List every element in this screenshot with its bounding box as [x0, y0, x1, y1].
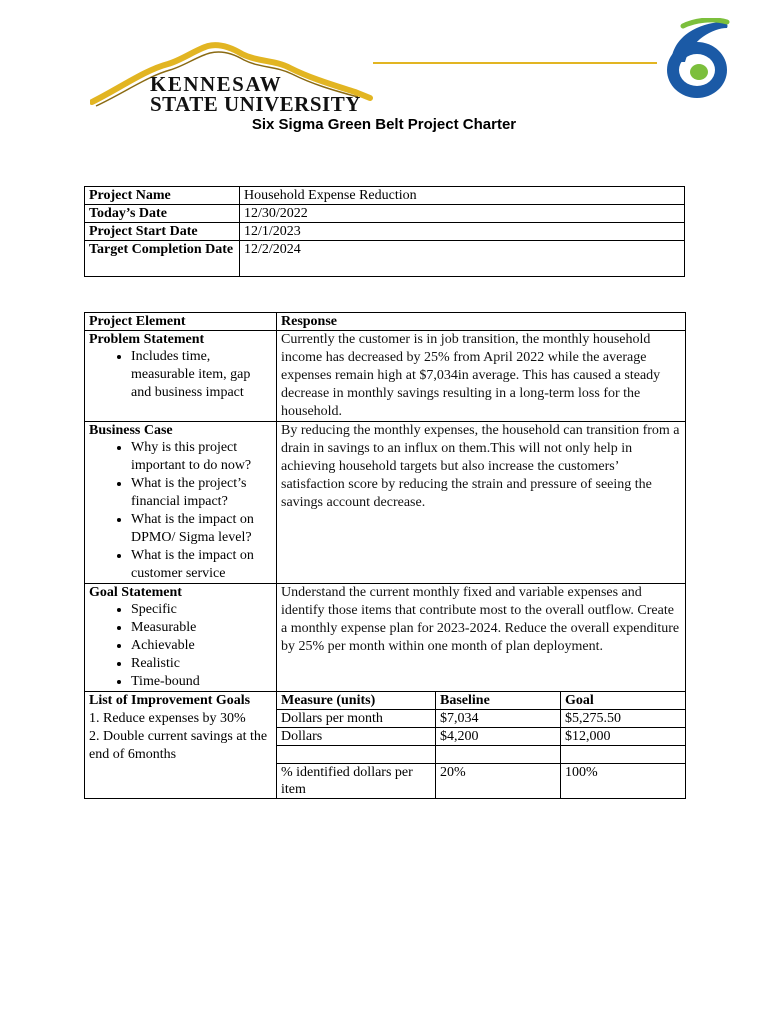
- problem-title: Problem Statement: [89, 332, 205, 347]
- measure-cell: Dollars per month: [277, 710, 436, 728]
- measure-header: Measure (units): [277, 692, 436, 710]
- charter-table: [84, 312, 686, 799]
- goal-cell: $5,275.50: [561, 710, 686, 728]
- element-header: Project Element: [85, 313, 277, 331]
- goal-title: Goal Statement: [89, 585, 182, 600]
- baseline-cell: 20%: [436, 764, 561, 799]
- measure-cell: % identified dollars per item: [277, 764, 436, 799]
- goal-header: Goal: [561, 692, 686, 710]
- baseline-cell: $7,034: [436, 710, 561, 728]
- problem-response: Currently the customer is in job transition, the monthly household income has decreased by 25% from April 2022 while the average expenses remain high at $7,034in average. This has caused a steady decrease in monthly savings resulting in a long-term loss for the household.: [277, 331, 686, 422]
- measures-header-row: [85, 692, 686, 710]
- wordmark-line2: STATE UNIVERSITY: [150, 92, 361, 116]
- table-row: [85, 205, 685, 223]
- improvement-goals-cell: [85, 692, 277, 799]
- business-title: Business Case: [89, 423, 173, 438]
- goal-row: [85, 584, 686, 692]
- table-row: [85, 241, 685, 277]
- problem-row: [85, 331, 686, 422]
- measure-cell: Dollars: [277, 728, 436, 746]
- page-title: Six Sigma Green Belt Project Charter: [251, 116, 517, 133]
- improvement-goal-1: 1. Reduce expenses by 30%: [89, 711, 246, 726]
- list-item: • What is the impact on customer service: [131, 547, 272, 583]
- baseline-header: Baseline: [436, 692, 561, 710]
- list-item: • What is the impact on DPMO/ Sigma level?: [131, 511, 272, 547]
- list-item: • What is the project’s financial impact?: [131, 475, 272, 511]
- start-date-value: 12/1/2023: [240, 223, 685, 241]
- table-header-row: [85, 313, 686, 331]
- table-row: [85, 187, 685, 205]
- project-name-label: Project Name: [85, 187, 240, 205]
- improvement-title: List of Improvement Goals: [89, 693, 251, 708]
- goal-cell: 100%: [561, 764, 686, 799]
- todays-date-label: Today’s Date: [85, 205, 240, 223]
- business-response: By reducing the monthly expenses, the household can transition from a drain in savings to an influx on them.This will not only help in achieving household targets but also increase the customers’ satisfaction score by reducing the strain and pressure of seeing the savings account decrease.: [277, 422, 686, 584]
- university-wordmark: [150, 74, 361, 115]
- baseline-cell: [436, 746, 561, 764]
- goal-cell: $12,000: [561, 728, 686, 746]
- completion-date-label: Target Completion Date: [85, 241, 240, 277]
- goal-element-cell: [85, 584, 277, 692]
- six-sigma-icon: [655, 18, 735, 100]
- response-header: Response: [277, 313, 686, 331]
- measure-cell: [277, 746, 436, 764]
- list-item: • Why is this project important to do now?: [131, 439, 272, 475]
- list-item: • Achievable: [131, 637, 272, 655]
- completion-date-value: 12/2/2024: [240, 241, 685, 277]
- improvement-goal-2: 2. Double current savings at the end of 6months: [89, 729, 268, 762]
- list-item: • Time-bound: [131, 673, 272, 691]
- table-row: [85, 223, 685, 241]
- start-date-label: Project Start Date: [85, 223, 240, 241]
- todays-date-value: 12/30/2022: [240, 205, 685, 223]
- header-gold-rule: [373, 62, 657, 64]
- problem-element-cell: [85, 331, 277, 422]
- baseline-cell: $4,200: [436, 728, 561, 746]
- list-item: • Specific: [131, 601, 272, 619]
- business-element-cell: [85, 422, 277, 584]
- list-item: • Realistic: [131, 655, 272, 673]
- goal-response: Understand the current monthly fixed and variable expenses and identify those items that contribute most to the overall outflow. Create a monthly expense plan for 2023-2024. Reduce the overall expenditure by 25% per month within one month of plan deployment.: [277, 584, 686, 692]
- list-item: • Measurable: [131, 619, 272, 637]
- goal-cell: [561, 746, 686, 764]
- business-row: [85, 422, 686, 584]
- project-info-table: [84, 186, 685, 277]
- wordmark-line1: KENNESAW: [150, 72, 283, 96]
- project-name-value: Household Expense Reduction: [240, 187, 685, 205]
- list-item: • Includes time, measurable item, gap and business impact: [131, 348, 272, 402]
